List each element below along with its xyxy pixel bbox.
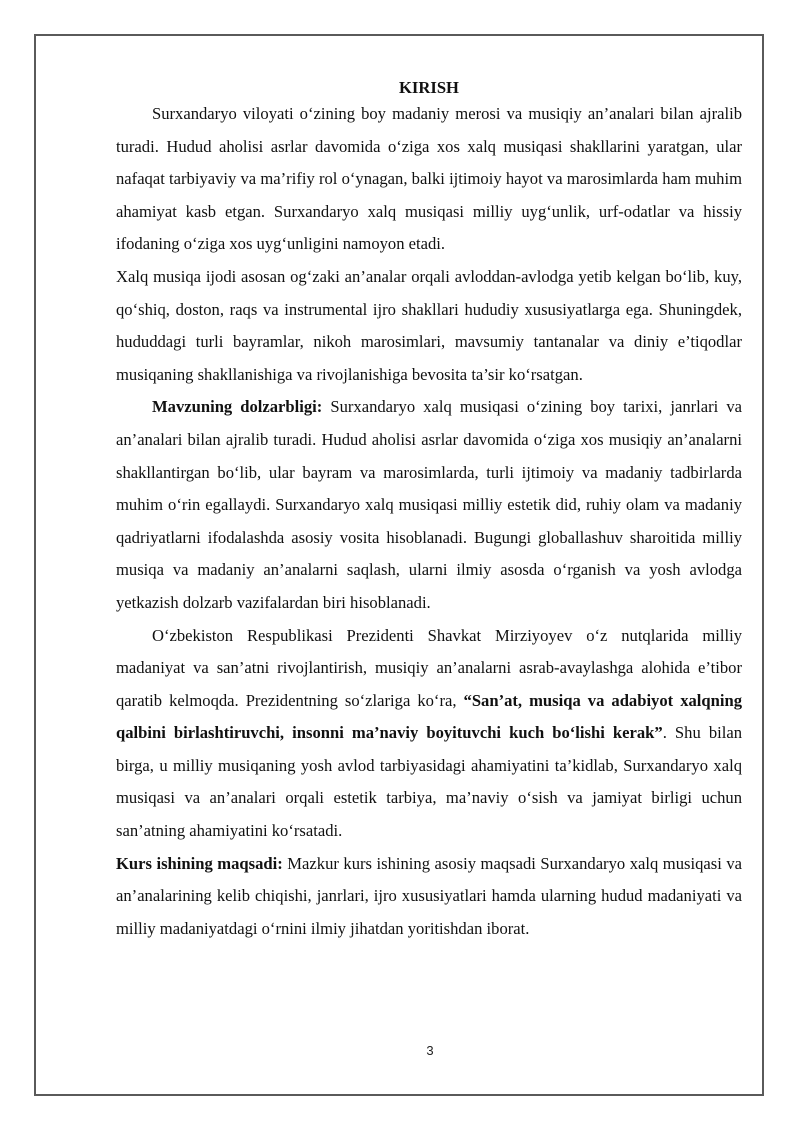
page-number: 3 [426, 1043, 434, 1058]
president-text-start: O‘zbekiston Respublikasi Prezidenti Shavkat Mirziyoyev o‘z nutqlarida milliy madaniyat va san’atni rivojlantirish, musiqiy an’analarni asrab-avaylashga alohida e’tibor qaratib kelmoqda. Prezidentning so‘zlariga ko‘ra, [116, 625, 742, 710]
intro-paragraph-1: Surxandaryo viloyati o‘zining boy madaniy merosi va musiqiy an’analari bilan ajralib turadi. Hudud aholisi asrlar davomida o‘ziga xos xalq musiqasi shakllarini yaratgan, ular nafaqat tarbiyaviy va ma’rifiy rol o‘ynagan, balki ijtimoiy hayot va marosimlarda ham muhim ahamiyat kasb etgan. Surxandaryo xalq musiqasi milliy uyg‘unlik, urf-odatlar va hissiy ifodaning o‘ziga xos uyg‘unligini namoyon etadi. [116, 104, 742, 254]
president-paragraph [116, 620, 742, 848]
goal-label: Kurs ishining maqsadi: [116, 853, 283, 873]
relevance-text: Surxandaryo xalq musiqasi o‘zining boy tarixi, janrlari va an’analari bilan ajralib turadi. Hudud aholisi asrlar davomida o‘ziga xos musiqiy an’analarni shakllantirgan bo‘lib, ular bayram va marosimlarda, turli ijtimoiy va madaniy tadbirlarda muhim o‘rin egallaydi. Surxandaryo xalq musiqasi milliy estetik did, ruhiy olam va madaniy qadriyatlarni ifodalashda asosiy vosita hisoblanadi. Bugungi globallashuv sharoitida milliy musiqa va madaniy an’analarni saqlash, ularni ilmiy asosda o‘rganish va yosh avlodga yetkazish dolzarb vazifalardan biri hisoblanadi. [116, 397, 742, 612]
goal-paragraph [116, 848, 742, 946]
president-quote: “San’at, musiqa va adabiyot xalqning qalbini birlashtiruvchi, insonni ma’naviy boyituvchi kuch bo‘lishi kerak” [116, 690, 742, 743]
intro-paragraph-2: Xalq musiqa ijodi asosan og‘zaki an’analar orqali avloddan-avlodga yetib kelgan bo‘lib, kuy, qo‘shiq, doston, raqs va instrumental ijro shakllari hududiy xususiyatlarga ega. Shuningdek, hududdagi turli bayramlar, nikoh marosimlari, mavsumiy tantanalar va diniy e’tiqodlar musiqaning shakllanishiga va rivojlanishiga bevosita ta’sir ko‘rsatgan. [116, 266, 742, 384]
document-body [116, 78, 742, 945]
goal-text: Mazkur kurs ishining asosiy maqsadi Surxandaryo xalq musiqasi va an’analarining kelib chiqishi, janrlari, ijro xususiyatlari hamda ularning hudud madaniyati va milliy madaniyatdagi o‘rnini ilmiy jihatdan yoritishdan iborat. [116, 853, 742, 938]
relevance-label: Mavzuning dolzarbligi: [152, 397, 323, 417]
president-text-end: . Shu bilan birga, u milliy musiqaning yosh avlod tarbiyasidagi ahamiyatini ta’kidlab, Surxandaryo xalq musiqasi va an’analari orqali estetik tarbiya, ma’naviy o‘sish va jamiyat birligi uchun san’atning ahamiyatini ko‘rsatadi. [116, 723, 742, 841]
relevance-paragraph [116, 391, 742, 619]
section-title: KIRISH [399, 78, 459, 97]
